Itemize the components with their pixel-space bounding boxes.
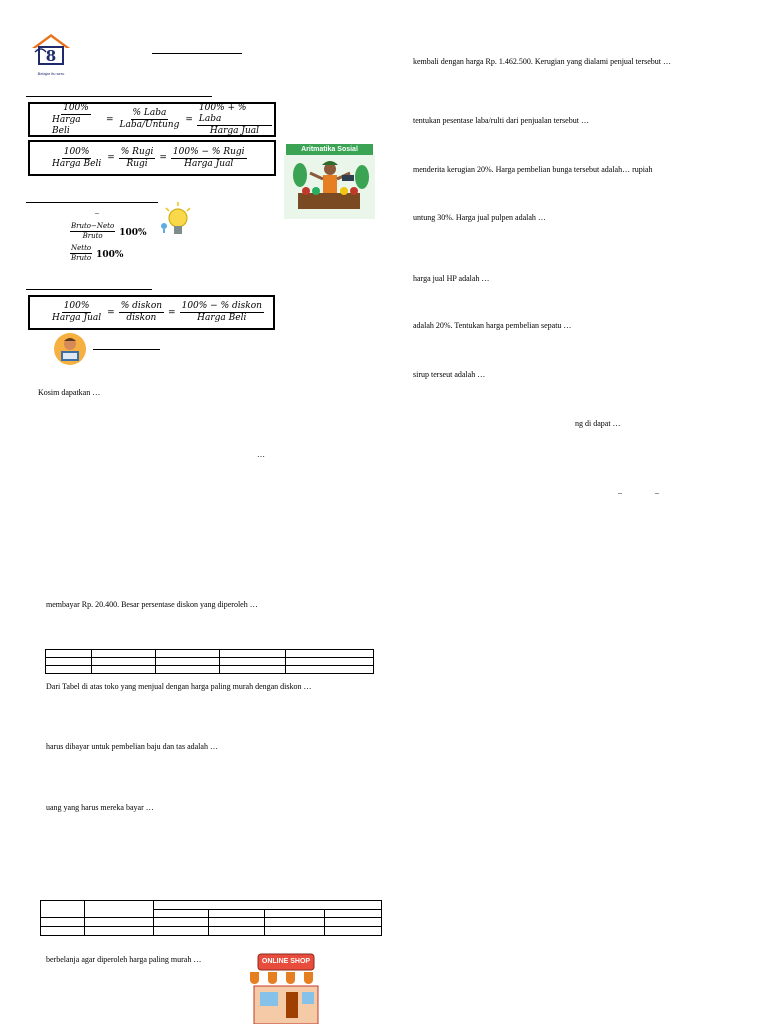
formula-box-diskon: $\frac{100\%}{\text{Harga Jual}}$ = $\frac{\text{\% diskon}}{\text{diskon}}$ = $\frac{\text{100\% − \% diskon}}{\text{Harga Beli}}$	[28, 295, 275, 330]
tara-formula-a: $\frac{\text{Bruto−Neto}}{\text{Bruto}}$ 100%	[71, 222, 147, 240]
dash-mark: –	[655, 488, 659, 497]
question-text: untung 30%. Harga jual pulpen adalah …	[413, 213, 546, 222]
fraction: $\frac{\text{\% diskon}}{\text{diskon}}$	[120, 301, 163, 323]
question-text: berbelanja agar diperoleh harga paling murah …	[46, 955, 202, 964]
question-text: ng di dapat …	[575, 419, 621, 428]
price-comparison-table	[40, 900, 382, 936]
question-text: uang yang harus mereka bayar …	[46, 803, 154, 812]
dash-mark: –	[618, 488, 622, 497]
formula-box-laba: $\frac{100\%}{\text{Harga Beli}}$ = $\frac{\text{\% Laba}}{\text{Laba/Untung}}$ = $\frac{\text{100\% + \% Laba}}{\text{Harga Jual}}$	[28, 102, 276, 137]
shop-sign-label: ONLINE SHOP	[261, 958, 311, 965]
fraction: $\frac{\text{100\% − \% Rugi}}{\text{Harga Jual}}$	[172, 146, 245, 169]
section-line-laba-rugi	[26, 96, 212, 97]
fraction: $\frac{\text{100\% + \% Laba}}{\text{Harga Jual}}$	[197, 103, 272, 137]
fraction: $\frac{\text{\% Rugi}}{\text{Rugi}}$	[120, 146, 154, 169]
question-text: kembali dengan harga Rp. 1.462.500. Kerugian yang dialami penjual tersebut …	[413, 57, 672, 66]
practice-title-underline	[93, 349, 160, 350]
question-text: harga jual HP adalah …	[413, 274, 490, 283]
student-laptop-icon	[50, 332, 90, 366]
question-text: Dari Tabel di atas toko yang menjual dengan harga paling murah dengan diskon …	[46, 682, 312, 691]
school-logo	[30, 32, 72, 76]
svg-text:8: 8	[45, 47, 57, 65]
question-text: harus dibayar untuk pembelian baju dan tas adalah …	[46, 742, 218, 751]
fraction: $\frac{100\%}{\text{Harga Jual}}$	[52, 301, 102, 323]
formula-box-rugi: $\frac{100\%}{\text{Harga Beli}}$ = $\frac{\text{\% Rugi}}{\text{Rugi}}$ = $\frac{\text{100\% − \% Rugi}}{\text{Harga Jual}}$	[28, 140, 276, 176]
tara-formula-b: $\frac{\text{Netto}}{\text{Bruto}}$ 100%	[71, 244, 124, 262]
question-text: sirup terseut adalah …	[413, 370, 486, 379]
section-line-diskon	[26, 289, 152, 290]
store-discount-table	[45, 649, 374, 674]
lightbulb-icon	[158, 200, 194, 240]
market-vendor-illustration-icon	[284, 155, 375, 219]
fraction: $\frac{\text{\% Laba}}{\text{Laba/Untung}}$	[119, 108, 180, 130]
fraction: $\frac{100\%}{\text{Harga Beli}}$	[52, 102, 89, 136]
question-text: membayar Rp. 20.400. Besar persentase diskon yang diperoleh …	[46, 600, 258, 609]
title-underline	[152, 53, 242, 54]
question-text: …	[257, 450, 265, 459]
online-shop-illustration	[240, 952, 332, 1024]
fraction: $\frac{100\%}{\text{Harga Beli}}$	[52, 146, 102, 169]
section-line-tara	[26, 202, 158, 203]
fraction: $\frac{\text{100\% − \% diskon}}{\text{Harga Beli}}$	[181, 301, 262, 323]
question-text: tentukan pesentase laba/rulti dari penjualan tersebut …	[413, 116, 589, 125]
house-logo-icon	[30, 32, 72, 66]
question-text: adalah 20%. Tentukan harga pembelian sepatu …	[413, 321, 572, 330]
banner-title: Aritmatika Sosial	[286, 144, 373, 155]
logo-caption: Belajar itu seru	[37, 71, 65, 76]
question-text: Kosim dapatkan …	[38, 388, 101, 397]
tara-dash: –	[95, 208, 99, 217]
aritmatika-banner	[284, 144, 375, 222]
question-text: menderita kerugian 20%. Harga pembelian bunga tersebut adalah… rupiah	[413, 165, 653, 174]
